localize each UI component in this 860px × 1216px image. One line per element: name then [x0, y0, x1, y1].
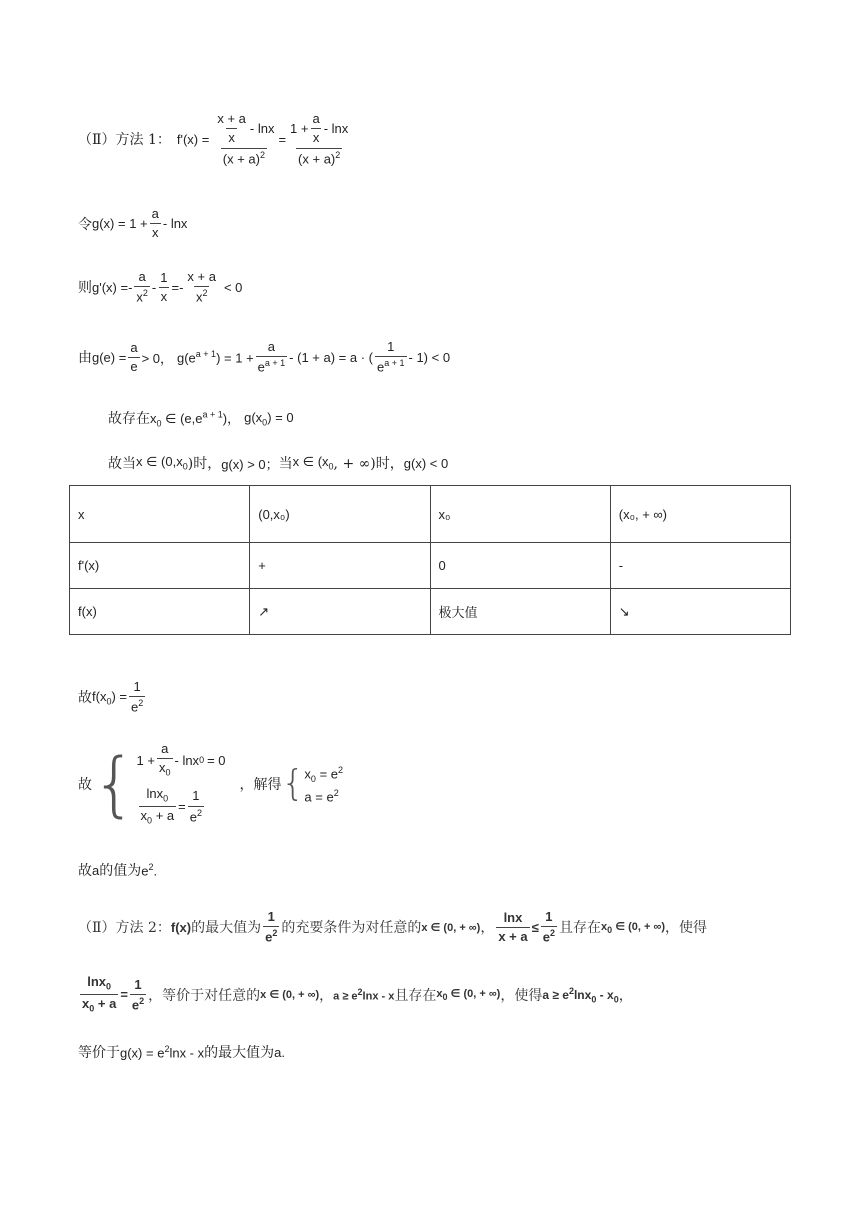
- table-cell: -: [610, 543, 790, 589]
- table-cell: ↘: [610, 589, 790, 635]
- left-brace-icon: {: [281, 763, 305, 805]
- g-values: 由 g(e) = $\frac{a}{e}$ > 0， $g(e^{a + 1}) = 1$ + $\frac{a}{e^{a + 1}}$ - (1 + a) = a · ( $\frac{1}{e^{a + 1}}$ - 1) < 0: [78, 339, 451, 375]
- final-statement: 等价于 $g(x) = e^2\ln x - x$ 的最大值为 a.: [78, 1043, 285, 1061]
- table-cell: ↗: [250, 589, 430, 635]
- fprime-lhs: f'(x) =: [176, 131, 210, 147]
- fx0-value: 故 $f(x_0)$ = $\frac{1}{e^2}$: [78, 679, 144, 715]
- table-cell: (0,x₀): [250, 486, 430, 543]
- method1-fraction-2: 1 + $\frac{a}{x}$ - lnx $(x + a)^2$: [290, 111, 349, 166]
- table-cell: f(x): [70, 589, 250, 635]
- method1-fraction-1: $\frac{x + a}{x}$ - lnx $(x + a)^2$: [217, 111, 275, 166]
- table-cell: +: [250, 543, 430, 589]
- monotonicity-table: [69, 485, 791, 635]
- table-row: [70, 589, 791, 635]
- table-cell: 极大值: [430, 589, 610, 635]
- table-cell: (x₀, + ∞): [610, 486, 790, 543]
- method1-label: （Ⅱ）方法 1：: [78, 132, 171, 149]
- method2-line-1: （Ⅱ）方法 2： f(x) 的最大值为 $\frac{1}{e^2}$ 的充要条件为对任意的 x ∈ (0, + ∞) ， $\frac{\ln x}{x + a}$ ≤ $\frac{1}{e^2}$ 且存在 $x_0$ ∈ (0, + ∞) ，使得: [78, 909, 707, 945]
- table-cell: 0: [430, 543, 610, 589]
- method1-line: （Ⅱ）方法 1： f'(x) = $\frac{x + a}{x}$ - lnx $(x + a)^2$ = 1 + $\frac{a}{x}$ - lnx $(x + a)^2$: [78, 111, 349, 166]
- table-cell: f'(x): [70, 543, 250, 589]
- table-cell: x₀: [430, 486, 610, 543]
- exists-x0: 故存在 $x_0$ ∈ $(e,e^{a + 1})$， $g(x_0) = 0$: [108, 409, 294, 429]
- equation-system: 故 { 1 + $\frac{a}{x_0}$ - lnx 0 = 0 $\frac{\ln x_0}{x_0 + a}$ = $\frac{1}{e^2}$ ，解得 { $x_0 = e^2$ $a = e^2$: [78, 741, 344, 826]
- sign-intervals: 故当 x ∈ ($0,x_0$ )时， g(x) > 0； 当 x ∈ ($x_0$ , + ∞)时， g(x) < 0: [108, 454, 449, 472]
- table-row: [70, 543, 791, 589]
- table-row: [70, 486, 791, 543]
- g-derivative: 则 g'(x) =- $\frac{a}{x^2}$ - $\frac{1}{x}$ =- $\frac{x + a}{x^2}$ < 0: [78, 269, 243, 305]
- table-cell: x: [70, 486, 250, 543]
- g-definition: 令 g(x) = 1 + $\frac{a}{x}$ - lnx: [78, 206, 188, 241]
- method2-line-2: $\frac{\ln x_0}{x_0 + a}$ = $\frac{1}{e^2}$ ，等价于对任意的 x ∈ (0, + ∞) ， $a \ge e^2\ln x - x$ 且存在 $x_0$ ∈ (0, + ∞) ，使得 $a \ge e^2\ln x_0 - x_0$ ，: [82, 974, 633, 1015]
- left-brace-icon: {: [92, 743, 137, 826]
- conclusion: 故 a 的值为 $e^2$.: [78, 861, 158, 879]
